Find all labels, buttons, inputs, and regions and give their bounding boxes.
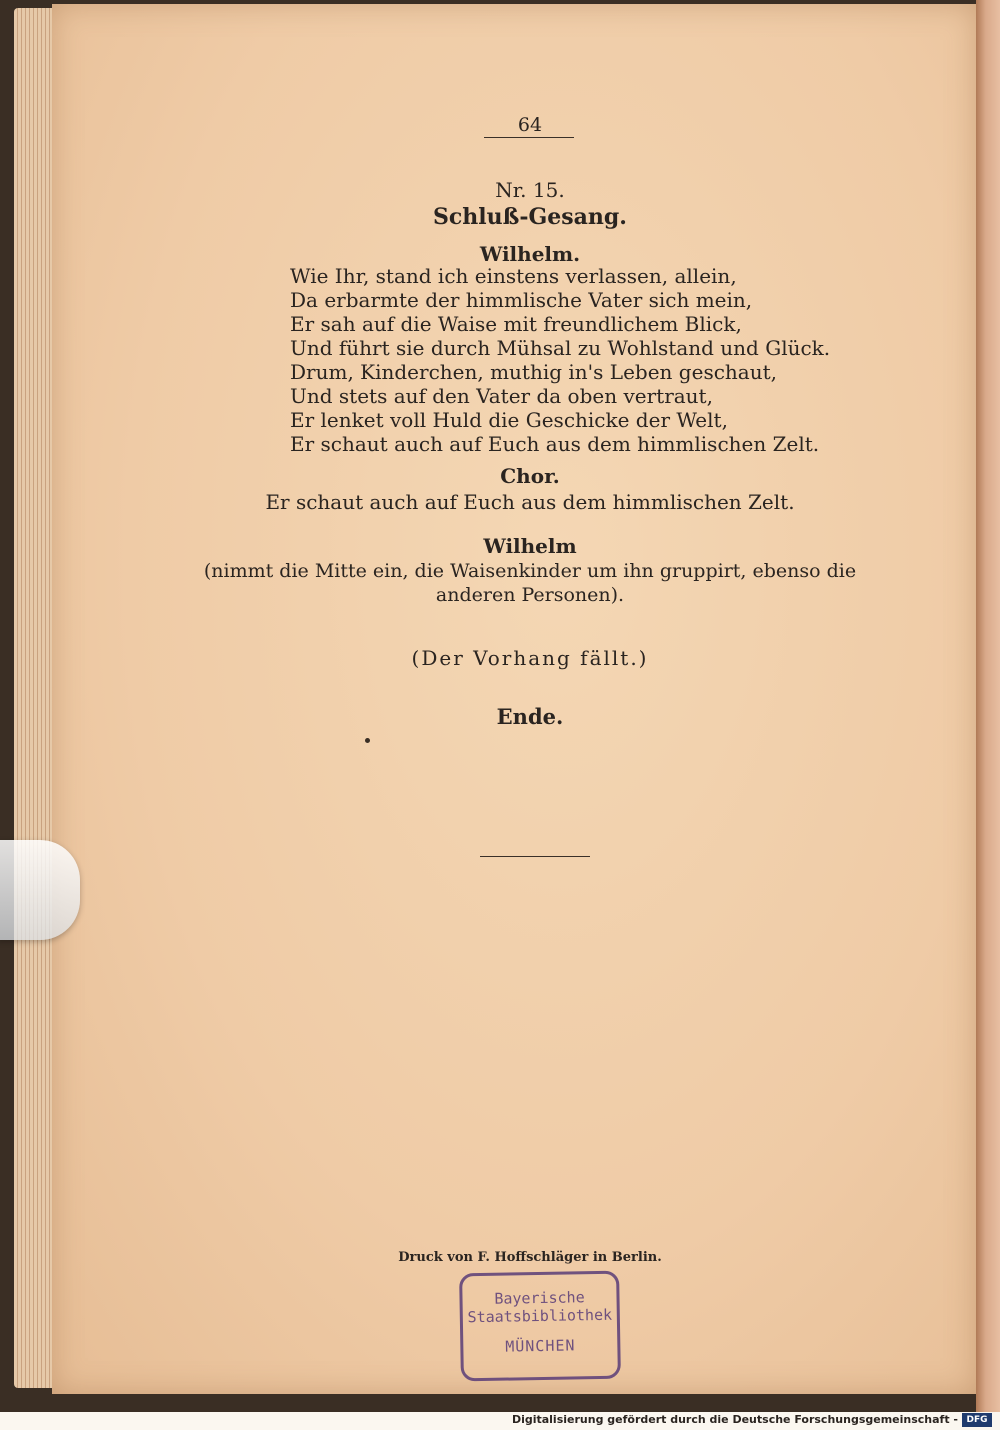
stamp-line: MÜNCHEN: [505, 1336, 576, 1356]
page-stack-edges: [14, 8, 54, 1388]
verse-line: Wie Ihr, stand ich einstens verlassen, allein,: [290, 264, 737, 288]
end-rule: [480, 856, 590, 857]
final-speaker: Wilhelm: [483, 534, 577, 558]
page-number-rule: [484, 137, 574, 138]
solo-verse: [290, 264, 830, 456]
stamp-line: Bayerische: [494, 1288, 585, 1308]
stage-direction-line1: (nimmt die Mitte ein, die Waisenkinder um ihn gruppirt, ebenso die: [203, 560, 857, 582]
ink-dot: [365, 738, 370, 743]
verse-line: Er sah auf die Waise mit freundlichem Blick,: [290, 312, 742, 336]
verse-line: Drum, Kinderchen, muthig in's Leben geschaut,: [290, 360, 777, 384]
page-number: 64: [517, 114, 543, 136]
funding-note: Digitalisierung gefördert durch die Deutsche Forschungsgemeinschaft -: [511, 1413, 958, 1426]
adjacent-page-edge: [976, 0, 1000, 1412]
song-number: Nr. 15.: [495, 178, 565, 202]
library-stamp: [459, 1271, 621, 1382]
dfg-logo: DFG: [962, 1413, 992, 1427]
verse-line: Da erbarmte der himmlische Vater sich mein,: [290, 288, 753, 312]
verse-line: Er lenket voll Huld die Geschicke der Welt,: [290, 408, 728, 432]
stamp-line: Staatsbibliothek: [467, 1305, 613, 1327]
end-heading: Ende.: [496, 704, 564, 729]
verse-line: Und stets auf den Vater da oben vertraut,: [290, 384, 713, 408]
chorus-speaker: Chor.: [500, 464, 560, 488]
stage-direction-line2: anderen Personen).: [435, 584, 625, 606]
curtain-direction: (Der Vorhang fällt.): [411, 646, 649, 670]
printer-imprint: Druck von F. Hoffschläger in Berlin.: [398, 1250, 662, 1265]
verse-line: Und führt sie durch Mühsal zu Wohlstand und Glück.: [290, 336, 831, 360]
solo-speaker: Wilhelm.: [479, 242, 581, 266]
chorus-line: Er schaut auch auf Euch aus dem himmlischen Zelt.: [265, 490, 795, 514]
page-clip: [0, 840, 80, 940]
song-title: Schluß-Gesang.: [433, 204, 627, 230]
verse-line: Er schaut auch auf Euch aus dem himmlischen Zelt.: [290, 432, 820, 456]
